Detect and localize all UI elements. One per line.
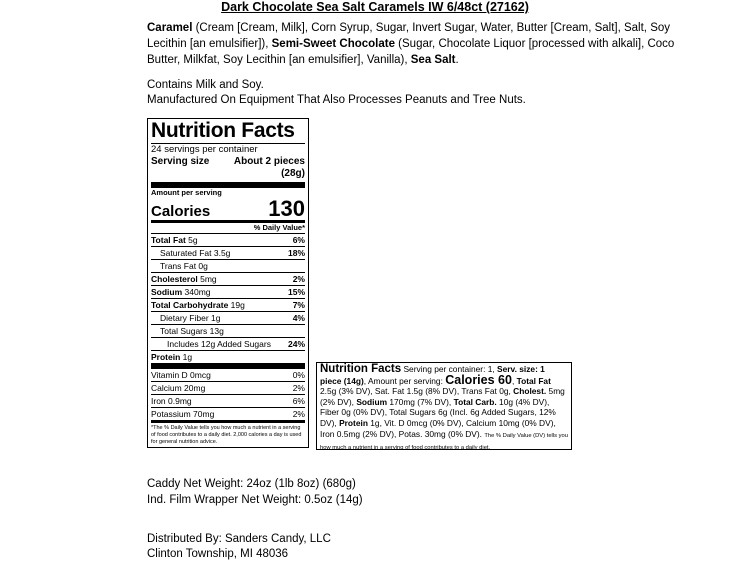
vitamin-daily-value: 0% [292,369,305,380]
nutrient-label-text: Includes 12g Added Sugars [167,338,271,349]
net-weights [147,476,363,508]
ingredients-text [147,20,675,68]
vitamin-row [151,407,305,420]
linear-sodium: Sodium [356,396,388,407]
daily-value-footnote: *The % Daily Value tells you how much a nutrient in a serving of food contributes to a daily diet. 2,000 calories a day is used for general nutrition advice. [151,425,302,445]
nutrient-rows [151,233,305,363]
nutrient-daily-value: 4% [292,312,305,323]
nutrient-label-text: 340mg [182,286,211,297]
sea-salt-label: Sea Salt [410,54,456,66]
nutrient-label-bold: Sodium [151,286,183,297]
nutrient-row [151,298,305,311]
linear-text: 5mg (2% DV), [320,386,565,407]
linear-text: 2.5g (3% DV), Sat. Fat 1.5g (8% DV), Trans Fat 0g, [320,386,514,397]
nutrition-facts-linear-panel [316,362,572,450]
nutrition-facts-panel [147,118,309,448]
vitamin-label: Calcium 20mg [151,382,206,393]
nutrient-label-text: 1g [180,351,193,362]
nutrient-label [151,274,217,285]
nutrient-row [151,246,305,259]
amount-per-serving: Amount per serving [151,188,222,197]
nutrient-label-bold: Total Carbohydrate [151,299,229,310]
nutrient-daily-value: 6% [292,234,305,245]
caddy-net-weight: Caddy Net Weight: 24oz (1lb 8oz) (680g) [147,478,356,490]
wrapper-net-weight: Ind. Film Wrapper Net Weight: 0.5oz (14g) [147,494,363,506]
caramel-ingredients-cont: Lecithin [an emulsifier]), [147,38,272,50]
linear-heading: Nutrition Facts [320,363,402,375]
nutrient-row [151,311,305,324]
nutrient-label-bold: Protein [151,351,181,362]
vitamin-label: Potassium 70mg [151,408,215,419]
nutrient-label [151,326,224,337]
nutrient-label-bold: Cholesterol [151,273,198,284]
nutrient-label [151,300,245,311]
nutrition-facts-heading: Nutrition Facts [151,119,295,142]
nutrient-label-text: Saturated Fat 3.5g [160,247,231,258]
nutrient-row [151,350,305,363]
vitamin-daily-value: 6% [292,395,305,406]
nutrient-daily-value: 18% [287,247,305,258]
nutrient-label [151,287,211,298]
linear-amount: , Amount per serving: [363,375,446,386]
vitamin-daily-value: 2% [292,382,305,393]
vitamin-row [151,381,305,394]
nutrient-label [151,352,192,363]
nutrient-daily-value: 24% [287,338,305,349]
nutrient-row [151,285,305,298]
chocolate-label: Semi-Sweet Chocolate [271,38,395,50]
linear-text: 10g (4% DV), Fiber 0g (0% DV), Total Sugars 6g (Incl. 6g Added Sugars, 12% DV), [320,396,556,428]
nutrient-label-text: Total Sugars 13g [160,325,224,336]
nutrient-row [151,324,305,337]
chocolate-ingredients-cont: Butter, Milkfat, Soy Lecithin [an emulsifier], Vanilla), [147,54,411,66]
nutrient-daily-value: 7% [292,299,305,310]
linear-text: 170mg (7% DV), [387,396,454,407]
chocolate-ingredients: (Sugar, Chocolate Liquor [processed with alkali], Coco [394,38,675,50]
calories-row [151,198,305,220]
nutrient-label [151,339,271,350]
vitamin-row [151,369,305,381]
nutrient-row [151,233,305,246]
vitamin-label: Iron 0.9mg [151,395,192,406]
caramel-ingredients: (Cream [Cream, Milk], Corn Syrup, Sugar, Invert Sugar, Water, Butter [Cream, Salt], Salt, Soy [192,22,671,34]
allergen-contains: Contains Milk and Soy. [147,79,264,91]
linear-servings: Serving per container: 1, [401,364,498,374]
serving-size-value: About 2 pieces [233,156,305,167]
vitamin-label: Vitamin D 0mcg [151,369,211,380]
nutrient-daily-value: 15% [287,286,305,297]
linear-footnote: The % Daily Value (DV) tells you how much a nutrient in a serving of food contributes to a daily diet. [320,432,568,452]
nutrient-label [151,235,198,246]
serving-size-label: Serving size [151,156,210,167]
nutrient-label-text: Trans Fat 0g [160,260,208,271]
nutrient-row [151,337,305,350]
linear-text: 1g, Vit. D 0mcg (0% DV), Calcium 10mg (0% DV), Iron 0.5mg (2% DV), Potas. 30mg (0% DV). [320,417,556,439]
vitamin-rows [151,369,305,420]
nutrient-row [151,272,305,285]
distributor-address: Clinton Township, MI 48036 [147,548,289,560]
linear-calories: Calories 60 [445,372,512,387]
product-title: Dark Chocolate Sea Salt Caramels IW 6/48ct (27162) [221,0,529,14]
divider [151,420,305,423]
linear-text: , [511,375,517,386]
linear-carb: Total Carb. [453,396,497,407]
allergen-facility: Manufactured On Equipment That Also Processes Peanuts and Tree Nuts. [147,94,526,106]
daily-value-header: % Daily Value* [253,223,305,232]
calories-label: Calories [151,203,211,220]
vitamin-row [151,394,305,407]
linear-protein: Protein [339,417,368,428]
caramel-label: Caramel [147,22,193,34]
nutrient-label-text: Dietary Fiber 1g [160,312,221,323]
nutrient-label-text: 19g [228,299,245,310]
nutrient-label-text: 5g [185,234,198,245]
distributor-info [147,532,331,562]
nutrient-label [151,313,220,324]
nutrient-daily-value: 2% [292,273,305,284]
ingredients-end: . [455,54,459,66]
serving-size-grams: (28g) [281,168,305,179]
distributor-name: Distributed By: Sanders Candy, LLC [147,533,331,545]
nutrient-label-bold: Total Fat [151,234,186,245]
nutrient-row [151,259,305,272]
serving-size-row [151,156,305,168]
nutrient-label-text: 5mg [197,273,217,284]
linear-serving-size: Serv. size: 1 piece (14g) [320,364,545,386]
nutrient-label [151,261,208,272]
linear-total-fat: Total Fat [516,375,551,386]
nutrient-label [151,248,230,259]
calories-value: 130 [268,196,305,221]
servings-per-container: 24 servings per container [151,144,258,155]
vitamin-daily-value: 2% [292,408,305,419]
linear-cholesterol: Cholest. [513,386,547,397]
